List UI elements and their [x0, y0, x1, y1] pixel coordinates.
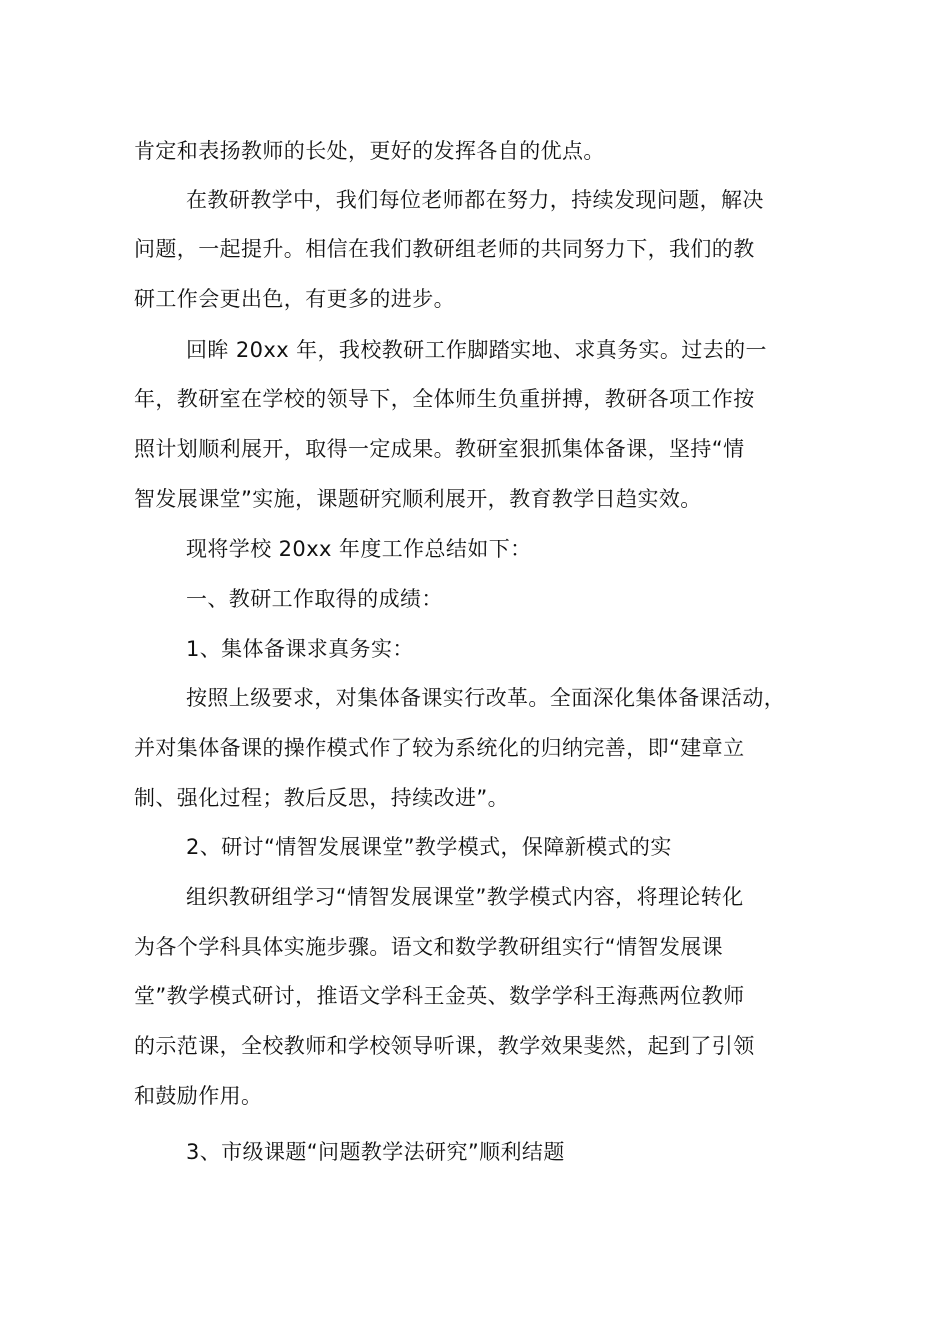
paragraph-line: 智发展课堂”实施，课题研究顺利展开，教育教学日趋实效。	[134, 487, 702, 511]
subsection-heading: 3、市级课题“问题教学法研究”顺利结题	[186, 1140, 565, 1164]
paragraph-line: 为各个学科具体实施步骤。语文和数学教研组实行“情智发展课	[134, 935, 724, 959]
paragraph-line: 肯定和表扬教师的长处，更好的发挥各自的优点。	[134, 139, 605, 163]
paragraph-line: 制、强化过程；教后反思，持续改进”。	[134, 786, 510, 810]
paragraph-line: 并对集体备课的操作模式作了较为系统化的归纳完善，即“建章立	[134, 736, 745, 760]
paragraph-line: 回眸 20xx 年，我校教研工作脚踏实地、求真务实。过去的一	[186, 338, 767, 362]
subsection-heading: 2、研讨“情智发展课堂”教学模式，保障新模式的实	[186, 835, 672, 859]
paragraph-line: 按照上级要求，对集体备课实行改革。全面深化集体备课活动，	[186, 686, 786, 710]
paragraph-line: 现将学校 20xx 年度工作总结如下：	[186, 537, 532, 561]
paragraph-line: 组织教研组学习“情智发展课堂”教学模式内容，将理论转化	[186, 885, 744, 909]
paragraph-line: 和鼓励作用。	[134, 1084, 263, 1108]
paragraph-line: 问题，一起提升。相信在我们教研组老师的共同努力下，我们的教	[134, 237, 755, 261]
paragraph-line: 的示范课，全校教师和学校领导听课，教学效果斐然，起到了引领	[134, 1034, 755, 1058]
subsection-heading: 1、集体备课求真务实：	[186, 637, 414, 661]
paragraph-line: 照计划顺利展开，取得一定成果。教研室狠抓集体备课，坚持“情	[134, 437, 745, 461]
paragraph-line: 在教研教学中，我们每位老师都在努力，持续发现问题，解决	[186, 188, 764, 212]
paragraph-line: 堂”教学模式研讨，推语文学科王金英、数学学科王海燕两位教师	[134, 984, 745, 1008]
paragraph-line: 年，教研室在学校的领导下，全体师生负重拼搏，教研各项工作按	[134, 387, 755, 411]
section-heading: 一、教研工作取得的成绩：	[186, 587, 443, 611]
paragraph-line: 研工作会更出色，有更多的进步。	[134, 287, 455, 311]
